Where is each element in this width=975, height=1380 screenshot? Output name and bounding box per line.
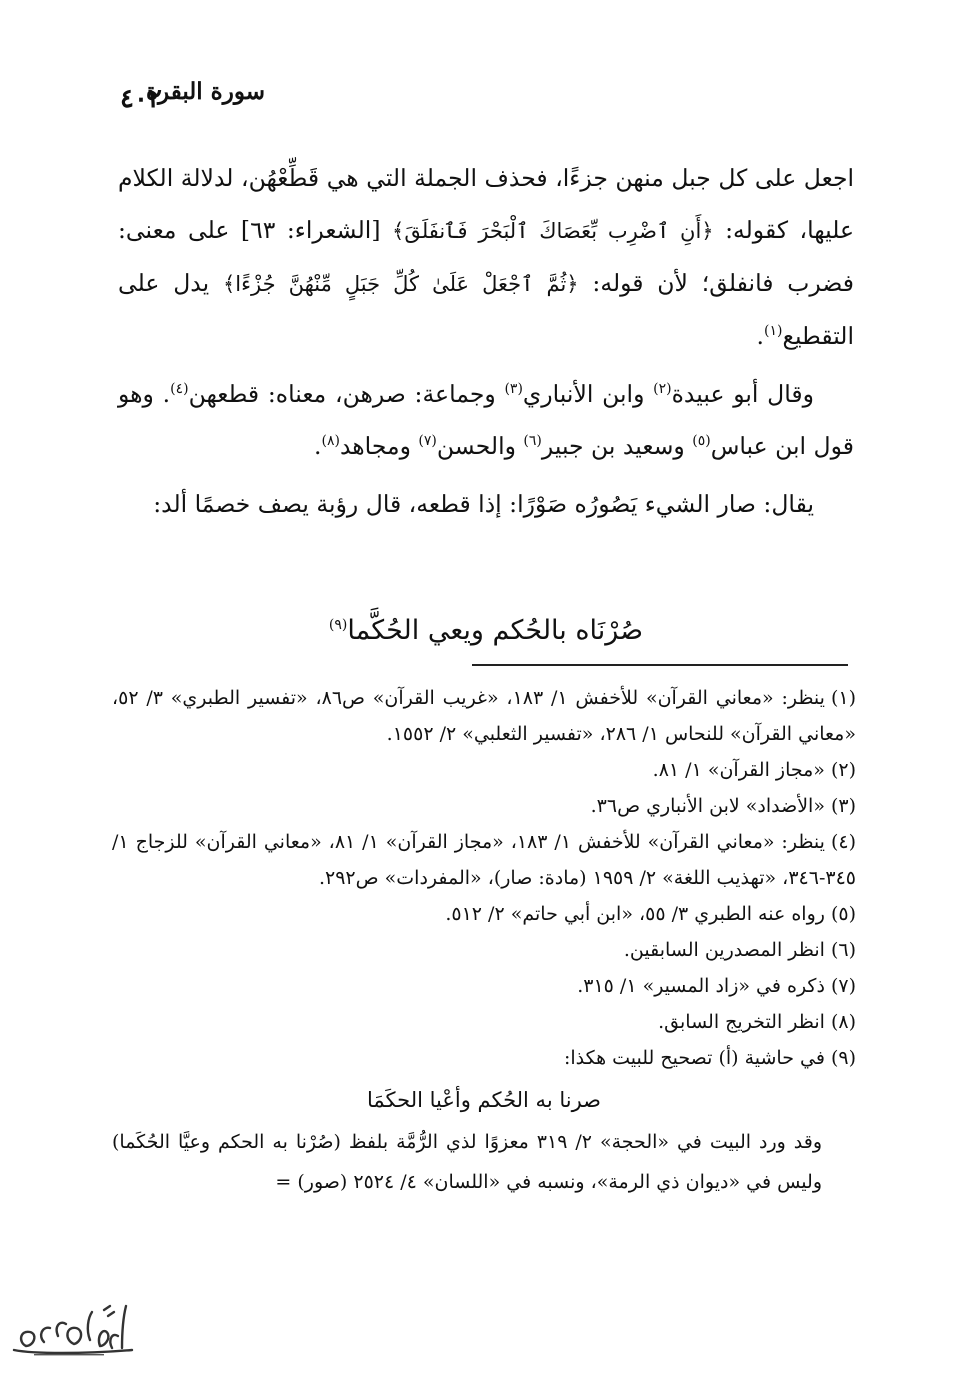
footnote-text: انظر التخريج السابق. (658, 1011, 825, 1033)
footnote-number: (٤) (830, 831, 856, 853)
footnote-6 (112, 932, 856, 968)
text-run: وقال أبو عبيدة (671, 380, 814, 408)
footnote-text: انظر المصدرين السابقين. (623, 939, 825, 961)
footnote-number: (٨) (830, 1011, 856, 1033)
running-header (120, 78, 855, 118)
footnote-text: ينظر: «معاني القرآن» للأخفش ١/ ١٨٣، «مجاز القرآن» ١/ ٨١، «معاني القرآن» للزجاج ١/ ٣٤٥-٣٤٦، «تهذيب اللغة» ٢/ ١٩٥٩ (مادة: صار)، «المفردات» ص٢٩٢. (112, 831, 856, 889)
footnote-4 (112, 824, 856, 896)
footnotes (112, 680, 856, 1202)
paragraph-3: يقال: صار الشيء يَصُورُه صَوْرًا: إذا قطعه، قال رؤبة يصف خصمًا ألد: (153, 490, 814, 518)
footnote-text: في حاشية (أ) تصحيح للبيت هكذا: (563, 1047, 825, 1069)
footnote-number: (١) (830, 687, 857, 709)
text-run: ومجاهد (339, 432, 419, 460)
paragraph-1 (118, 152, 854, 362)
footnote-number: (٧) (830, 975, 856, 997)
text-run: [الشعراء: ٦٣] على معنى: فضرب فانفلق؛ لأن قوله: (118, 216, 854, 297)
text-run: يدل على التقطيع (118, 269, 854, 350)
footnote-1 (112, 680, 856, 752)
text-run: . (756, 322, 764, 350)
footnote-8 (112, 1004, 856, 1040)
quran-quote: ﴿ثُمَّ ٱجْعَلْ عَلَىٰ كُلِّ جَبَلٍ مِّنْهُنَّ جُزْءًا﴾ (223, 272, 579, 296)
page-number: ٤٠٢ (120, 84, 162, 114)
footnote-text: «مجاز القرآن» ١/ ٨١. (652, 759, 825, 781)
footnote-ref[interactable]: (١) (763, 323, 783, 340)
quran-quote: ﴿أَنِ ٱضْرِب بِّعَصَاكَ ٱلْبَحْرَ فَٱنفَلَقَ﴾ (392, 219, 714, 243)
poetry-verse (118, 606, 854, 656)
footnote-number: (٣) (830, 795, 856, 817)
publisher-logo-icon (4, 1296, 144, 1360)
footnote-ref[interactable]: (٤) (170, 381, 189, 398)
footnote-number: (٩) (830, 1047, 856, 1069)
text-run: وجماعة: صرهن، معناه: قطعهن (188, 380, 505, 408)
footnote-3 (112, 788, 856, 824)
verse-text: صُرْنَاه بالحُكم ويعي الحُكَّما (347, 615, 644, 646)
footnote-separator (472, 664, 848, 666)
footnote-text: رواه عنه الطبري ٣/ ٥٥، «ابن أبي حاتم» ٢/ ٥١٢. (445, 903, 825, 925)
footnote-5 (112, 896, 856, 932)
footnote-ref[interactable]: (٢) (653, 381, 672, 398)
footnote-ref[interactable]: (٦) (523, 433, 542, 450)
text-run: اجعل على كل جبل منهن جزءًا، فحذف الجملة التي هي قَطِّعْهُن، لدلالة الكلام عليها، كقوله: (118, 164, 854, 244)
footnote-text: ينظر: «معاني القرآن» للأخفش ١/ ١٨٣، «غريب القرآن» ص٨٦، «تفسير الطبري» ٣/ ٥٢، «معاني القرآن» للنحاس ١/ ٢٨٦، «تفسير الثعلبي» ٢/ ١٥٥٢. (112, 687, 856, 745)
footnote-number: (٦) (830, 939, 856, 961)
footnote-ref[interactable]: (٧) (418, 433, 437, 450)
footnote-text: ذكره في «زاد المسير» ١/ ٣١٥. (577, 975, 825, 997)
text-run: وسعيد بن جبير (541, 432, 693, 460)
footnote-continuation: وقد ورد البيت في «الحجة» ٢/ ٣١٩ معزوًا لذي الرُّمَّة بلفظ (صُرْنا به الحكم وعيَّا الحُكَما) وليس في «ديوان ذي الرمة»، ونسبه في «اللسان» ٤/ ٢٥٢٤ (صور) = (112, 1131, 822, 1193)
footnote-ref[interactable]: (٨) (321, 433, 340, 450)
footnote-7 (112, 968, 856, 1004)
footnote-verse: صرنا به الحُكم وأعْيا الحكَمَا (367, 1088, 601, 1112)
text-run: . وهو قول ابن عباس (118, 380, 854, 460)
footnote-2 (112, 752, 856, 788)
footnote-ref[interactable]: (٩) (328, 617, 348, 633)
text-run: وابن الأنباري (522, 380, 654, 408)
paragraph-2 (118, 368, 854, 472)
text-run: والحسن (436, 432, 524, 460)
footnote-ref[interactable]: (٣) (504, 381, 523, 398)
footnote-ref[interactable]: (٥) (692, 433, 711, 450)
footnote-text: «الأضداد» لابن الأنباري ص٣٦. (590, 795, 825, 817)
footnote-number: (٥) (830, 903, 856, 925)
surah-title: سورة البقرة (145, 78, 265, 105)
text-run: . (314, 432, 322, 460)
footnote-number: (٢) (830, 759, 856, 781)
main-text (118, 152, 854, 530)
footnote-9 (112, 1040, 856, 1076)
